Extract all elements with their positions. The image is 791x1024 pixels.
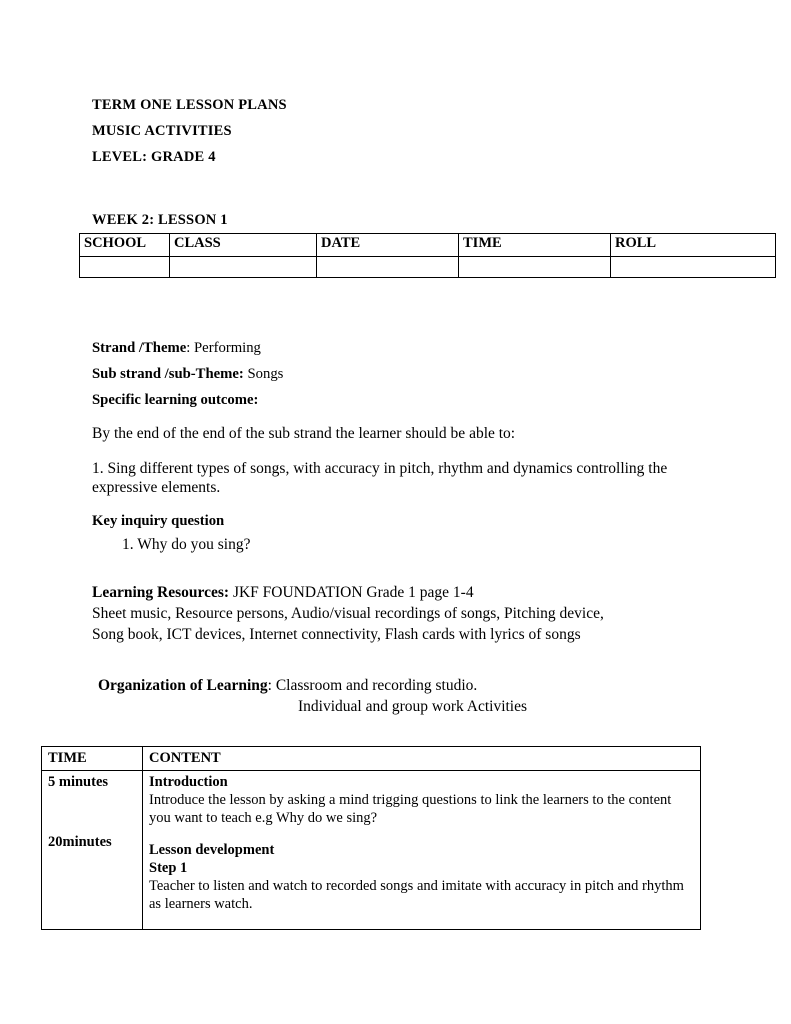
title-line-1: TERM ONE LESSON PLANS	[92, 97, 287, 113]
title-line-3: LEVEL: GRADE 4	[92, 149, 216, 165]
header-roll: ROLL	[611, 234, 776, 257]
lesson-table-row	[42, 771, 701, 930]
resources-line-3: Song book, ICT devices, Internet connectivity, Flash cards with lyrics of songs	[92, 626, 581, 643]
substrand-value: Songs	[243, 366, 284, 382]
key-inquiry-label: Key inquiry question	[92, 513, 225, 529]
organization-row	[98, 675, 712, 696]
outcome-label	[92, 390, 712, 410]
header-date: DATE	[317, 234, 459, 257]
strand-label: Strand /Theme	[92, 340, 187, 356]
value-class[interactable]	[170, 257, 317, 278]
lesson-row-content-stack	[143, 771, 701, 930]
lesson-header-time: TIME	[42, 747, 143, 771]
week-lesson-label: WEEK 2: LESSON 1	[92, 212, 228, 228]
lesson-header-content: CONTENT	[143, 747, 701, 771]
value-date[interactable]	[317, 257, 459, 278]
substrand-label: Sub strand /sub-Theme:	[92, 366, 244, 382]
header-school: SCHOOL	[80, 234, 170, 257]
lesson-plan-table	[41, 746, 701, 930]
learning-resources-row	[92, 582, 712, 603]
key-inquiry-item: 1. Why do you sing?	[122, 536, 251, 553]
table-header-row	[80, 234, 776, 257]
table-value-row	[80, 257, 776, 278]
learning-resources-value: JKF FOUNDATION Grade 1 page 1-4	[229, 584, 474, 601]
row-time-1: 5 minutes	[48, 774, 109, 790]
value-time[interactable]	[459, 257, 611, 278]
lesson-row-time-stack	[42, 771, 143, 930]
content-body-2: Teacher to listen and watch to recorded songs and imitate with accuracy in pitch and rhythm as learners watch.	[149, 878, 684, 912]
header-time: TIME	[459, 234, 611, 257]
lesson-details	[92, 338, 712, 717]
content-body-1: Introduce the lesson by asking a mind trigging questions to link the learners to the content you want to teach e.g Why do we sing?	[149, 792, 672, 826]
learning-resources-label: Learning Resources:	[92, 584, 230, 601]
value-school[interactable]	[80, 257, 170, 278]
outcome-label-text: Specific learning outcome:	[92, 392, 259, 408]
value-roll[interactable]	[611, 257, 776, 278]
resources-line-2: Sheet music, Resource persons, Audio/visual recordings of songs, Pitching device,	[92, 605, 604, 622]
content-title-1: Introduction	[149, 774, 228, 790]
substrand-row	[92, 364, 712, 384]
title-line-2: MUSIC ACTIVITIES	[92, 123, 232, 139]
content-step-2: Step 1	[149, 860, 188, 876]
lesson-table-header-row	[42, 747, 701, 771]
content-spacer-2	[149, 913, 694, 927]
time-spacer-2	[48, 805, 136, 819]
outcome-intro: By the end of the end of the sub strand the learner should be able to:	[92, 425, 516, 442]
organization-value: : Classroom and recording studio.	[267, 677, 478, 694]
header-class: CLASS	[170, 234, 317, 257]
content-spacer	[149, 827, 694, 841]
strand-row	[92, 338, 712, 358]
time-spacer-3	[48, 819, 136, 833]
strand-value: : Performing	[186, 340, 261, 356]
organization-label: Organization of Learning	[98, 677, 268, 694]
row-time-2: 20minutes	[48, 834, 112, 850]
document-header	[92, 92, 732, 229]
organization-line-2: Individual and group work Activities	[298, 698, 528, 715]
outcome-item: 1. Sing different types of songs, with accuracy in pitch, rhythm and dynamics controlling the expressive elements.	[92, 460, 668, 496]
time-spacer	[48, 791, 136, 805]
content-title-2: Lesson development	[149, 842, 275, 858]
class-info-table	[79, 233, 776, 278]
